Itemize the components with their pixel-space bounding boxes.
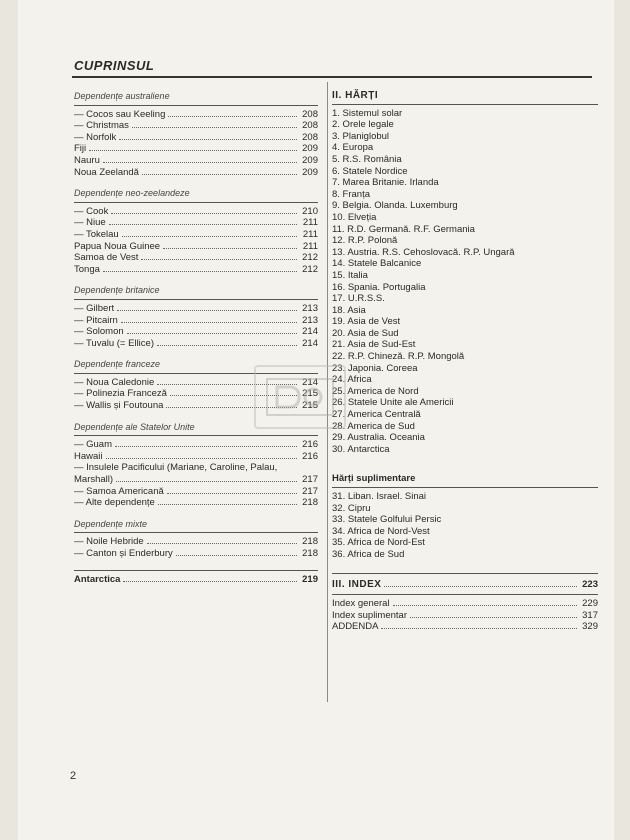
- toc-entry: Tonga: [74, 263, 100, 275]
- toc-entry: — Guam: [74, 439, 113, 451]
- leader-dots: [103, 155, 297, 163]
- map-entry: 28. America de Sud: [332, 420, 415, 432]
- map-entry: 6. Statele Nordice: [332, 165, 408, 177]
- toc-row: [74, 439, 318, 451]
- page-title: CUPRINSUL: [74, 58, 155, 73]
- toc-entry: Antarctica: [74, 573, 121, 585]
- page-number: 218: [302, 497, 318, 509]
- page-number: 210: [302, 205, 318, 217]
- page-number: 214: [302, 376, 318, 388]
- map-entry: 18. Asia: [332, 304, 366, 316]
- toc-entry: Hawaii: [74, 450, 103, 462]
- header-divider: [72, 76, 592, 78]
- toc-entry: Papua Noua Guinee: [74, 240, 161, 252]
- leader-dots: [111, 206, 297, 214]
- page-number: 217: [302, 485, 318, 497]
- toc-row: [74, 132, 318, 144]
- map-entry: 17. U.R.S.S.: [332, 293, 385, 305]
- leader-dots: [147, 536, 297, 544]
- section-title: Dependențe ale Statelor Unite: [74, 421, 195, 432]
- page-number: 215: [302, 400, 318, 412]
- section-divider: [332, 487, 598, 488]
- map-entry: 11. R.D. Germană. R.F. Germania: [332, 223, 475, 235]
- map-entry: 34. Africa de Nord-Vest: [332, 525, 430, 537]
- map-entry: 27. America Centrală: [332, 409, 421, 421]
- leader-dots: [168, 109, 297, 117]
- toc-row: [74, 497, 318, 509]
- section-title: Dependențe neo-zeelandeze: [74, 188, 190, 199]
- toc-row: [74, 229, 318, 241]
- map-entry: 22. R.P. Chineză. R.P. Mongolă: [332, 351, 465, 363]
- leader-dots: [109, 217, 297, 225]
- page-number: 214: [302, 337, 318, 349]
- map-entry: 7. Marea Britanie. Irlanda: [332, 177, 439, 189]
- toc-row: [332, 610, 598, 622]
- leader-dots: [142, 167, 297, 175]
- leader-dots: [393, 598, 577, 606]
- page-number: 209: [302, 166, 318, 178]
- page-number: 208: [302, 120, 318, 132]
- map-entry: 36. Africa de Sud: [332, 548, 405, 560]
- page-number: 211: [302, 228, 318, 240]
- page-number: 211: [302, 217, 318, 229]
- toc-entry: — Pitcairn: [74, 314, 118, 326]
- toc-row: [74, 264, 318, 276]
- section-divider: [74, 532, 318, 533]
- toc-row: [74, 143, 318, 155]
- section-divider: [74, 202, 318, 203]
- toc-entry: ADDENDA: [332, 621, 379, 633]
- leader-dots: [121, 315, 297, 323]
- toc-row: [74, 167, 318, 179]
- map-entry: 16. Spania. Portugalia: [332, 281, 426, 293]
- toc-entry: — Gilbert: [74, 302, 115, 314]
- leader-dots: [122, 229, 297, 237]
- toc-entry: — Polinezia Franceză: [74, 388, 167, 400]
- map-entry: 10. Elveția: [332, 211, 377, 223]
- document-page: [18, 0, 614, 840]
- leader-dots: [127, 326, 297, 334]
- map-entry: 24. Africa: [332, 374, 372, 386]
- toc-row: [74, 217, 318, 229]
- toc-section: [74, 91, 318, 178]
- leader-dots: [381, 621, 577, 629]
- leader-dots: [158, 497, 297, 505]
- leader-dots: [89, 143, 297, 151]
- page-number: 214: [302, 326, 318, 338]
- section-divider: [332, 573, 598, 574]
- page-number: 209: [302, 154, 318, 166]
- toc-row: [332, 598, 598, 610]
- section-divider: [74, 105, 318, 106]
- toc-entry: — Christmas: [74, 120, 129, 132]
- leader-dots: [123, 574, 297, 582]
- leader-dots: [117, 303, 297, 311]
- map-entry: 33. Statele Golfului Persic: [332, 514, 442, 526]
- leader-dots: [115, 439, 297, 447]
- toc-entry: — Cocos sau Keeling: [74, 108, 166, 120]
- left-column: [74, 88, 318, 585]
- toc-entry: — Cook: [74, 205, 109, 217]
- map-entry: 1. Sistemul solar: [332, 107, 403, 119]
- map-entry: 30. Antarctica: [332, 443, 390, 455]
- map-entry: 35. Africa de Nord-Est: [332, 537, 425, 549]
- map-entry: 25. America de Nord: [332, 385, 419, 397]
- toc-row: [74, 315, 318, 327]
- page-number: 209: [302, 143, 318, 155]
- stamp-mark-icon: [265, 377, 335, 417]
- toc-row: [74, 155, 318, 167]
- toc-entry: — Tuvalu (= Ellice): [74, 337, 154, 349]
- toc-entry: Marshall): [74, 474, 114, 486]
- section-title: Dependențe britanice: [74, 285, 160, 296]
- toc-row: [74, 536, 318, 548]
- leader-dots: [410, 610, 577, 618]
- page-number: 213: [302, 302, 318, 314]
- toc-entry: — Niue: [74, 217, 106, 229]
- leader-dots: [132, 120, 297, 128]
- toc-section: [74, 188, 318, 275]
- page-number: 213: [302, 314, 318, 326]
- page-number: 208: [302, 108, 318, 120]
- toc-section: [74, 285, 318, 349]
- map-entry: 8. Franța: [332, 188, 371, 200]
- map-entry: 20. Asia de Sud: [332, 327, 399, 339]
- leader-dots: [157, 338, 297, 346]
- toc-entry: Index suplimentar: [332, 609, 407, 621]
- map-entry: 26. Statele Unite ale Americii: [332, 397, 454, 409]
- page-number: 211: [302, 240, 318, 252]
- toc-entry: — Wallis și Foutouna: [74, 400, 164, 412]
- toc-entry: — Noile Hebride: [74, 536, 144, 548]
- leader-dots: [141, 252, 297, 260]
- map-entry: 14. Statele Balcanice: [332, 258, 422, 270]
- page-number: 216: [302, 450, 318, 462]
- page-number: 216: [302, 439, 318, 451]
- section-title: Dependențe franceze: [74, 359, 161, 370]
- section-divider: [74, 299, 318, 300]
- map-entry: 5. R.S. România: [332, 153, 402, 165]
- toc-row: [332, 621, 598, 633]
- map-entry: 21. Asia de Sud-Est: [332, 339, 416, 351]
- page-number: 218: [302, 536, 318, 548]
- toc-entry: — Alte dependențe: [74, 497, 155, 509]
- toc-section: [74, 519, 318, 560]
- supplementary-maps-title: Hărți suplimentare: [332, 473, 416, 485]
- page-number: 329: [582, 621, 598, 633]
- page-number: 223: [582, 578, 598, 590]
- toc-entry: Nauru: [74, 154, 100, 166]
- toc-entry: — Samoa Americană: [74, 485, 164, 497]
- leader-dots: [176, 548, 297, 556]
- map-entry: 13. Austria. R.S. Cehoslovacă. R.P. Ungară: [332, 246, 515, 258]
- page-number: 218: [302, 548, 318, 559]
- toc-row: [74, 206, 318, 218]
- map-entry: 29. Australia. Oceania: [332, 432, 425, 444]
- page-number: 217: [302, 474, 318, 486]
- toc-row: [74, 326, 318, 338]
- map-entry: 12. R.P. Polonă: [332, 235, 398, 247]
- toc-row: [74, 109, 318, 121]
- section-divider: [74, 435, 318, 436]
- leader-dots: [116, 474, 297, 482]
- leader-dots: [119, 132, 297, 140]
- toc-entry: — Insulele Pacificului (Mariane, Caroline, Palau,: [74, 462, 278, 474]
- section-title: Dependențe australiene: [74, 91, 170, 101]
- toc-row: [74, 241, 318, 253]
- map-entry: 3. Planiglobul: [332, 130, 390, 142]
- supplementary-maps-list: [332, 491, 598, 561]
- page-number: 212: [302, 263, 318, 275]
- index-part-title: III. INDEX: [332, 578, 382, 590]
- map-entry: 19. Asia de Vest: [332, 316, 401, 328]
- toc-row-antarctica: [74, 574, 318, 586]
- map-entry: 32. Cipru: [332, 502, 371, 514]
- right-column: [332, 88, 598, 633]
- leader-dots: [106, 451, 297, 459]
- toc-entry: Fiji: [74, 143, 87, 155]
- maps-part-title: II. HĂRȚI: [332, 90, 379, 101]
- map-entry: 4. Europa: [332, 142, 374, 154]
- leader-dots: [103, 264, 297, 272]
- maps-list: [332, 108, 598, 456]
- map-entry: 9. Belgia. Olanda. Luxemburg: [332, 200, 458, 212]
- map-entry: 31. Liban. Israel. Sinai: [332, 491, 427, 502]
- map-entry: 23. Japonia. Coreea: [332, 362, 418, 374]
- section-divider: [332, 104, 598, 105]
- section-divider: [332, 594, 598, 595]
- toc-row: [74, 303, 318, 315]
- toc-row: [74, 120, 318, 132]
- page-number: 229: [582, 598, 598, 610]
- page-number: 219: [302, 573, 318, 585]
- toc-row: [74, 462, 318, 474]
- toc-row: [74, 474, 318, 486]
- leader-dots: [167, 486, 297, 494]
- map-entry: 15. Italia: [332, 269, 368, 281]
- toc-section: [74, 422, 318, 509]
- page-number: 208: [302, 131, 318, 143]
- section-divider: [74, 570, 318, 571]
- toc-entry: — Solomon: [74, 326, 124, 338]
- toc-entry: Noua Zeelandă: [74, 166, 139, 178]
- toc-row: [74, 451, 318, 463]
- map-entry: 2. Orele legale: [332, 119, 394, 131]
- watermark-stamp: [254, 365, 346, 429]
- toc-entry: Index general: [332, 598, 390, 610]
- page-number-footer: 2: [70, 770, 77, 782]
- page-number: 317: [582, 609, 598, 621]
- leader-dots: [384, 579, 577, 587]
- section-title: Dependențe mixte: [74, 518, 148, 529]
- leader-dots: [163, 241, 297, 249]
- toc-entry: — Canton și Enderbury: [74, 548, 173, 559]
- page-number: 215: [302, 388, 318, 400]
- index-part-row: [332, 577, 598, 593]
- toc-row: [74, 548, 318, 560]
- toc-row: [74, 338, 318, 350]
- toc-entry: — Noua Caledonie: [74, 376, 155, 388]
- toc-entry: — Norfolk: [74, 131, 117, 143]
- toc-entry: — Tokelau: [74, 228, 119, 240]
- page-number: 212: [302, 252, 318, 264]
- toc-entry: Samoa de Vest: [74, 252, 139, 264]
- toc-row: [74, 252, 318, 264]
- toc-row: [74, 486, 318, 498]
